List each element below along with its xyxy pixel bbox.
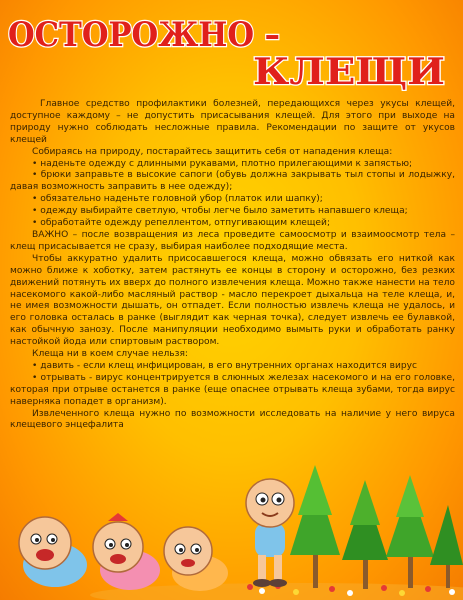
paragraph-research: Извлеченного клеща нужно по возможности исследовать на наличие у него вируса клещевого энцефалита [10, 408, 455, 431]
paragraph-forbidden: Клеща ни в коем случае нельзя: [32, 349, 188, 360]
article-body [10, 99, 455, 432]
bullet-sleeves: • наденьте одежду с длинными рукавами, плотно прилегающими к запястью; [32, 158, 413, 169]
paragraph-important: ВАЖНО – после возвращения из леса проведите самоосмотр и взаимоосмотр тела – клещ присасывается не сразу, выбирая наиболее подходящие места. [10, 229, 455, 252]
illustration-svg [0, 455, 463, 600]
bullet-light-clothes: • одежду выбирайте светлую, чтобы легче было заметить напавшего клеща; [32, 206, 408, 217]
trees-icon [290, 465, 463, 589]
bullet-tear: • отрывать - вирус концентрируется в слюнных железах насекомого и на его головке, которая при отрыве останется в ранке (еще опаснее отрывать клеща зубами, тогда вирус наверняка попадет в организм). [10, 372, 455, 407]
bullet-hat: • обязательно наденьте головной убор (платок или шапку); [32, 194, 323, 205]
title-line-1: ОСТОРОЖНО – [8, 15, 280, 55]
bullet-boots: • брюки заправьте в высокие сапоги (обувь должна закрывать тыл стопы и лодыжку, давая возможность заправить в нее одежду); [10, 170, 455, 193]
paragraph-intro: Главное средство профилактики болезней, передающихся через укусы клещей, доступное каждому – не допустить присасывания клещей. Для этого при выходе на природу нужно соблюдать несложные правила. Рекомендации по защите от укусов клещей [10, 99, 455, 145]
bullet-crush: • давить - если клещ инфицирован, в его внутренних органах находится вирус [32, 360, 418, 371]
cartoon-babies-icon [19, 479, 294, 591]
bottom-illustration [0, 455, 463, 600]
bullet-repellent: • обработайте одежду репеллентом, отпугивающим клещей; [32, 218, 331, 229]
title-svg [0, 0, 463, 92]
paragraph-removal: Чтобы аккуратно удалить присосавшегося клеща, можно обвязать его ниткой как можно ближе к хоботку, затем растянуть ее концы в сторону и осторожно, без резких движений потянуть их вверх до полного извлечения клеща. Можно также нанести на тело насекомого какой-либо масляный раствор - масло перекроет дыхальца на теле клеща, и, не имея возможности дышать, он отпадет. Если полностью извлечь клеща не удалось, и его головка осталась в ранке (выглядит как черная точка), следует извлечь ее булавкой, как обычную занозу. После манипуляции необходимо вымыть руки и обработать ранку настойкой йода или спиртовым раствором. [10, 253, 455, 348]
paragraph-prepare: Собираясь на природу, постарайтесь защитить себя от нападения клеща: [32, 146, 393, 157]
title-line-2: КЛЕЩИ [253, 51, 445, 92]
poster-title [0, 0, 463, 92]
